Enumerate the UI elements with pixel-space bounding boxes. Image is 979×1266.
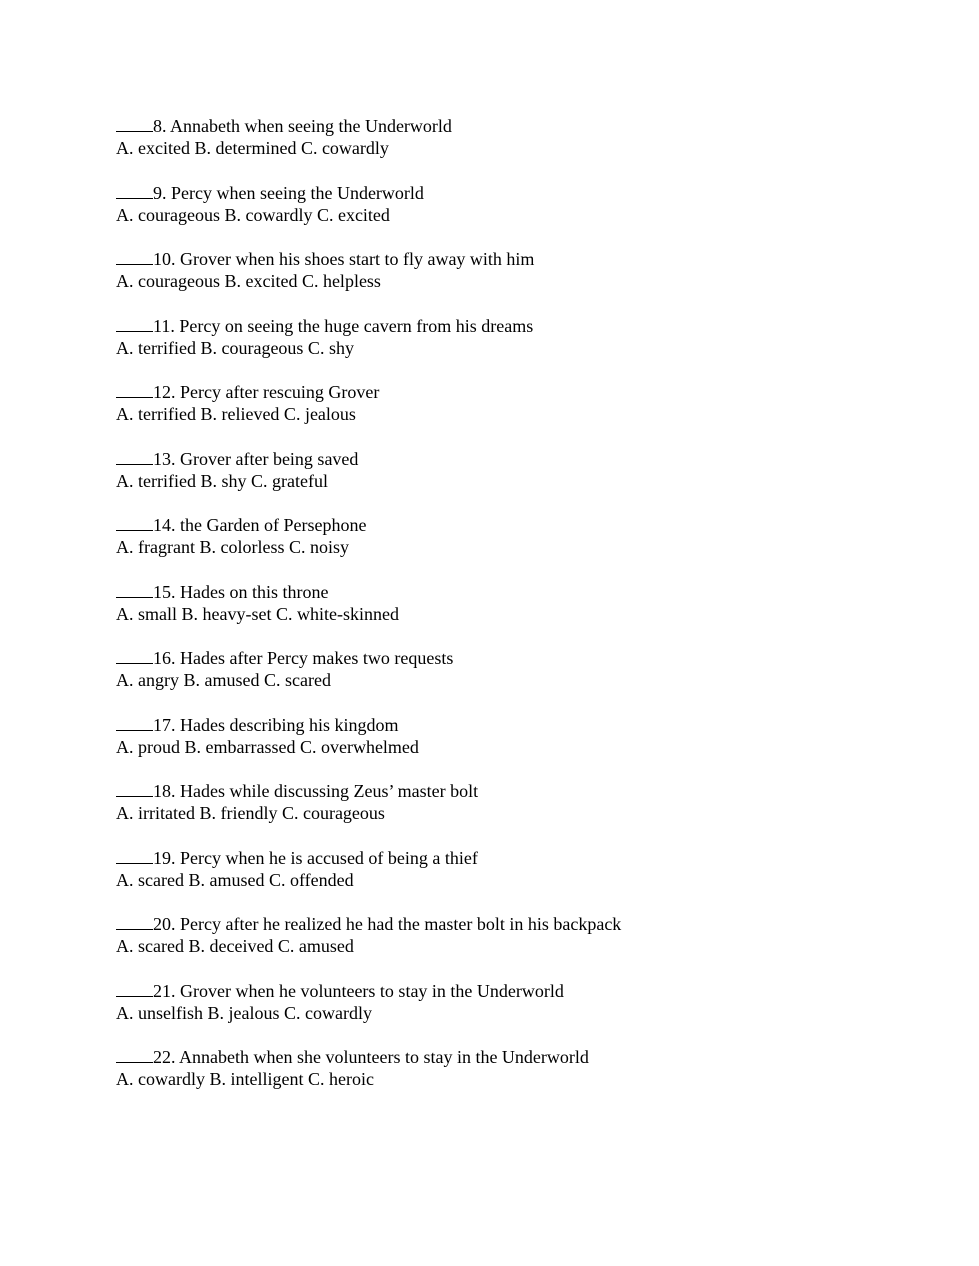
answer-blank[interactable]	[116, 382, 153, 398]
question-number: 11.	[153, 315, 175, 336]
answer-blank[interactable]	[116, 116, 153, 132]
answer-blank[interactable]	[116, 449, 153, 465]
answer-choices: A. small B. heavy-set C. white-skinned	[116, 603, 399, 624]
answer-blank[interactable]	[116, 715, 153, 731]
question-number: 15.	[153, 581, 176, 602]
question-number: 14.	[153, 515, 176, 535]
question-prompt-line	[116, 115, 876, 137]
question-prompt: Grover when his shoes start to fly away with him	[175, 249, 535, 269]
answer-blank[interactable]	[116, 582, 153, 598]
answer-choices: A. scared B. amused C. offended	[116, 869, 354, 890]
question-item	[116, 714, 876, 781]
question-prompt-line	[116, 315, 876, 337]
answer-blank[interactable]	[116, 316, 153, 332]
question-prompt: Hades describing his kingdom	[175, 714, 399, 735]
answer-choices: A. angry B. amused C. scared	[116, 670, 331, 690]
answer-choices: A. terrified B. courageous C. shy	[116, 337, 354, 358]
answer-choices: A. terrified B. shy C. grateful	[116, 470, 328, 491]
question-prompt: Percy after he realized he had the master bolt in his backpack	[175, 914, 622, 934]
question-item	[116, 315, 876, 382]
question-prompt: Hades after Percy makes two requests	[175, 648, 454, 668]
answer-choices: A. irritated B. friendly C. courageous	[116, 803, 385, 823]
question-prompt-line	[116, 780, 876, 802]
question-item	[116, 581, 876, 648]
question-number: 20.	[153, 914, 176, 934]
question-number: 13.	[153, 448, 176, 469]
question-prompt: Grover after being saved	[175, 448, 359, 469]
question-prompt-line	[116, 714, 876, 736]
answer-blank[interactable]	[116, 515, 153, 531]
question-number: 19.	[153, 847, 176, 868]
question-prompt: the Garden of Persephone	[175, 515, 367, 535]
question-prompt-line	[116, 647, 876, 669]
question-item	[116, 780, 876, 847]
answer-choices: A. unselfish B. jealous C. cowardly	[116, 1002, 372, 1023]
question-prompt: Percy when seeing the Underworld	[166, 182, 424, 203]
answer-choices: A. courageous B. excited C. helpless	[116, 271, 381, 291]
answer-blank[interactable]	[116, 848, 153, 864]
answer-blank[interactable]	[116, 648, 153, 664]
answer-choices: A. courageous B. cowardly C. excited	[116, 204, 390, 225]
question-item	[116, 448, 876, 515]
question-prompt-line	[116, 381, 876, 403]
question-number: 17.	[153, 714, 176, 735]
question-prompt-line	[116, 913, 876, 935]
question-prompt-line	[116, 980, 876, 1002]
question-prompt: Percy on seeing the huge cavern from his dreams	[174, 315, 534, 336]
question-number: 12.	[153, 382, 176, 402]
question-number: 10.	[153, 249, 176, 269]
answer-blank[interactable]	[116, 781, 153, 797]
question-prompt-line	[116, 1046, 876, 1068]
question-item	[116, 1046, 876, 1113]
question-prompt-line	[116, 248, 876, 270]
question-item	[116, 980, 876, 1047]
answer-choices: A. excited B. determined C. cowardly	[116, 138, 389, 158]
answer-choices: A. cowardly B. intelligent C. heroic	[116, 1069, 374, 1089]
answer-choices: A. proud B. embarrassed C. overwhelmed	[116, 736, 419, 757]
answer-blank[interactable]	[116, 1047, 153, 1063]
question-prompt: Hades while discussing Zeus’ master bolt	[175, 781, 479, 801]
answer-choices: A. scared B. deceived C. amused	[116, 936, 354, 956]
question-item	[116, 381, 876, 448]
question-prompt-line	[116, 182, 876, 204]
question-prompt-line	[116, 448, 876, 470]
question-item	[116, 647, 876, 714]
question-prompt: Grover when he volunteers to stay in the Underworld	[175, 980, 564, 1001]
answer-choices: A. fragrant B. colorless C. noisy	[116, 537, 349, 557]
question-item	[116, 514, 876, 581]
question-prompt-line	[116, 514, 876, 536]
question-prompt: Hades on this throne	[175, 581, 329, 602]
question-prompt: Percy when he is accused of being a thief	[175, 847, 478, 868]
question-list	[116, 115, 876, 1113]
question-number: 21.	[153, 980, 176, 1001]
question-number: 8.	[153, 116, 167, 136]
answer-choices: A. terrified B. relieved C. jealous	[116, 404, 356, 424]
question-number: 18.	[153, 781, 176, 801]
answer-blank[interactable]	[116, 914, 153, 930]
question-item	[116, 248, 876, 315]
answer-blank[interactable]	[116, 183, 153, 199]
question-item	[116, 182, 876, 249]
question-number: 22.	[153, 1047, 176, 1067]
question-number: 9.	[153, 182, 167, 203]
question-item	[116, 913, 876, 980]
question-prompt: Annabeth when she volunteers to stay in the Underworld	[175, 1047, 589, 1067]
question-prompt: Percy after rescuing Grover	[175, 382, 380, 402]
answer-blank[interactable]	[116, 981, 153, 997]
question-number: 16.	[153, 648, 176, 668]
question-prompt: Annabeth when seeing the Underworld	[166, 116, 452, 136]
question-prompt-line	[116, 847, 876, 869]
question-item	[116, 115, 876, 182]
question-item	[116, 847, 876, 914]
question-prompt-line	[116, 581, 876, 603]
answer-blank[interactable]	[116, 249, 153, 265]
